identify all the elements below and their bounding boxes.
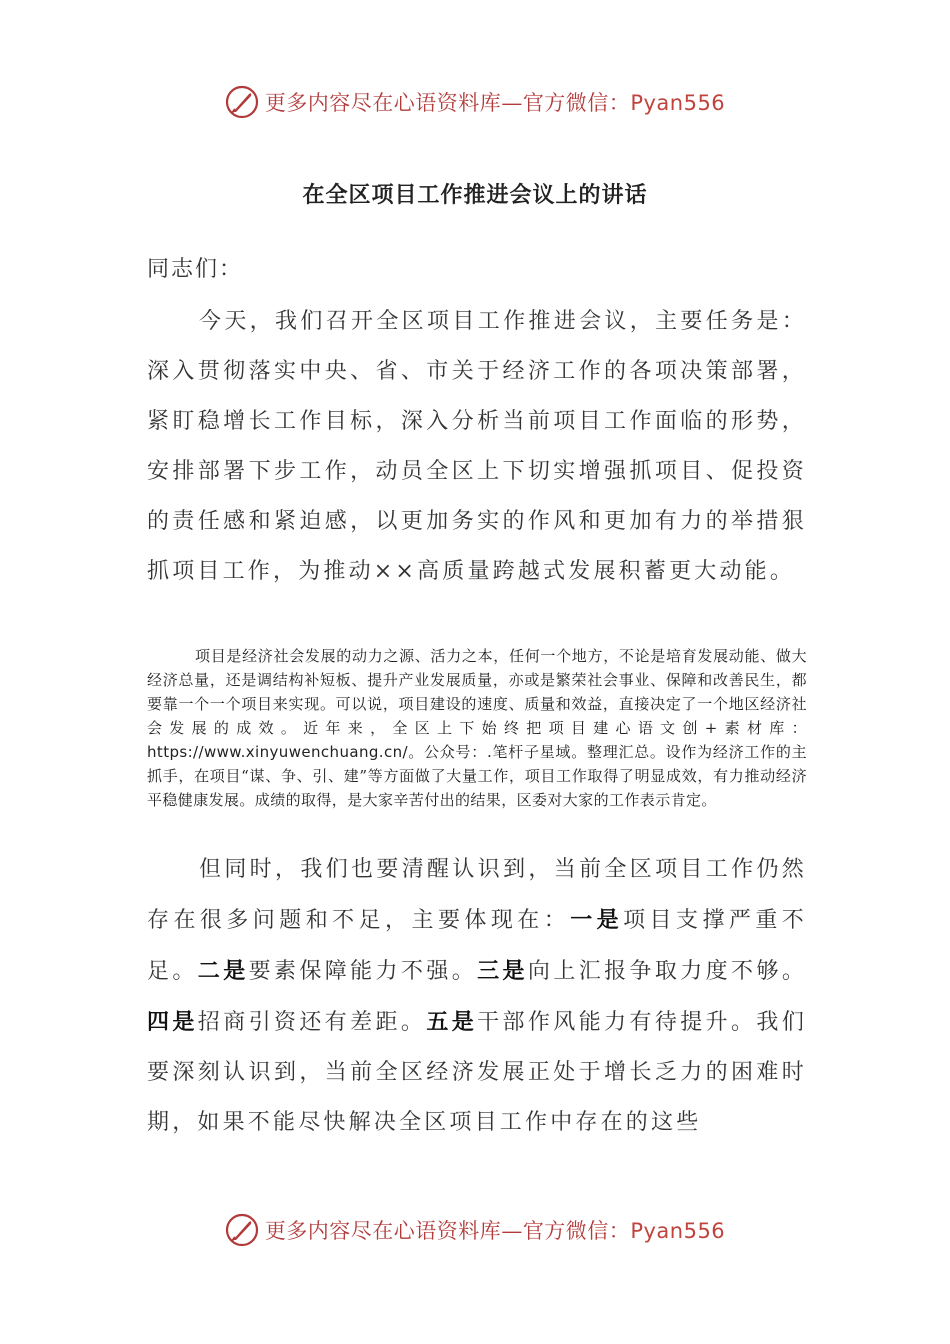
banner-slogan: 更多内容尽在心语资料库 xyxy=(264,91,502,115)
problem-text-5: 干部作风能力有待提升。我们要深刻认识到，当前全区经济发展正处于增长乏力的困难时期，如果不能尽快解决全区项目工作中存在的这些 xyxy=(147,1010,808,1135)
footer-banner xyxy=(0,1208,950,1252)
problem-marker-3: 三是 xyxy=(477,958,528,984)
banner-dash: — xyxy=(501,91,523,115)
paragraph-projects-text-1: 项目是经济社会发展的动力之源、活力之本，任何一个地方，不论是培育发展动能、做大经济总量，还是调结构补短板、提升产业发展质量，亦或是繁荣社会事业、保障和改善民生，都要靠一个一个项目来实现。可以说，项目建设的速度、质量和效益，直接决定了一个地区经济社会发展的成效。近年来，全区上下始终把项目建心语文创+素材库： xyxy=(147,647,807,737)
quill-logo-icon xyxy=(225,85,259,119)
paragraph-intro: 今天，我们召开全区项目工作推进会议，主要任务是：深入贯彻落实中央、省、市关于经济工作的各项决策部署，紧盯稳增长工作目标，深入分析当前项目工作面临的形势，安排部署下步工作，动员全区上下切实增强抓项目、促投资的责任感和紧迫感，以更加务实的作风和更加有力的举措狠抓项目工作，为推动××高质量跨越式发展积蓄更大动能。 xyxy=(147,309,807,584)
banner-dash: — xyxy=(501,1219,523,1243)
problem-text-1: 项目支撑严重不足。 xyxy=(147,908,808,984)
document-title: 在全区项目工作推进会议上的讲话 xyxy=(302,183,648,208)
banner-wechat-id: Pyan556 xyxy=(630,1219,726,1243)
paragraph-problems xyxy=(147,845,807,1148)
problem-marker-2: 二是 xyxy=(197,958,249,984)
paragraph-projects xyxy=(147,644,807,812)
problem-text-2: 要素保障能力不强。 xyxy=(248,959,478,984)
banner-text xyxy=(265,1215,725,1245)
problem-text-3: 向上汇报争取力度不够。 xyxy=(527,959,808,984)
banner-wechat-label: 官方微信： xyxy=(522,91,631,115)
salutation: 同志们： xyxy=(147,257,244,282)
banner-text xyxy=(265,87,725,117)
problem-marker-5: 五是 xyxy=(426,1009,478,1035)
problems-lead: 但同时，我们也要清醒认识到，当前全区项目工作仍然存在很多问题和不足，主要体现在： xyxy=(147,857,807,933)
quill-logo-icon xyxy=(225,1213,259,1247)
source-url-link[interactable]: https://www.xinyuwenchuang.cn/ xyxy=(147,743,408,761)
banner-slogan: 更多内容尽在心语资料库 xyxy=(264,1219,502,1243)
header-banner xyxy=(0,80,950,124)
banner-wechat-label: 官方微信： xyxy=(522,1219,631,1243)
paragraph-projects-text-2: 。公众号：.笔杆子星域。整理汇总。设作为经济工作的主抓手，在项目“谋、争、引、建”等方面做了大量工作，项目工作取得了明显成效，有力推动经济平稳健康发展。成绩的取得，是大家辛苦付出的结果，区委对大家的工作表示肯定。 xyxy=(147,743,807,809)
problem-marker-1: 一是 xyxy=(570,907,624,933)
problem-text-4: 招商引资还有差距。 xyxy=(197,1010,427,1035)
banner-wechat-id: Pyan556 xyxy=(630,91,726,115)
problem-marker-4: 四是 xyxy=(147,1009,198,1035)
